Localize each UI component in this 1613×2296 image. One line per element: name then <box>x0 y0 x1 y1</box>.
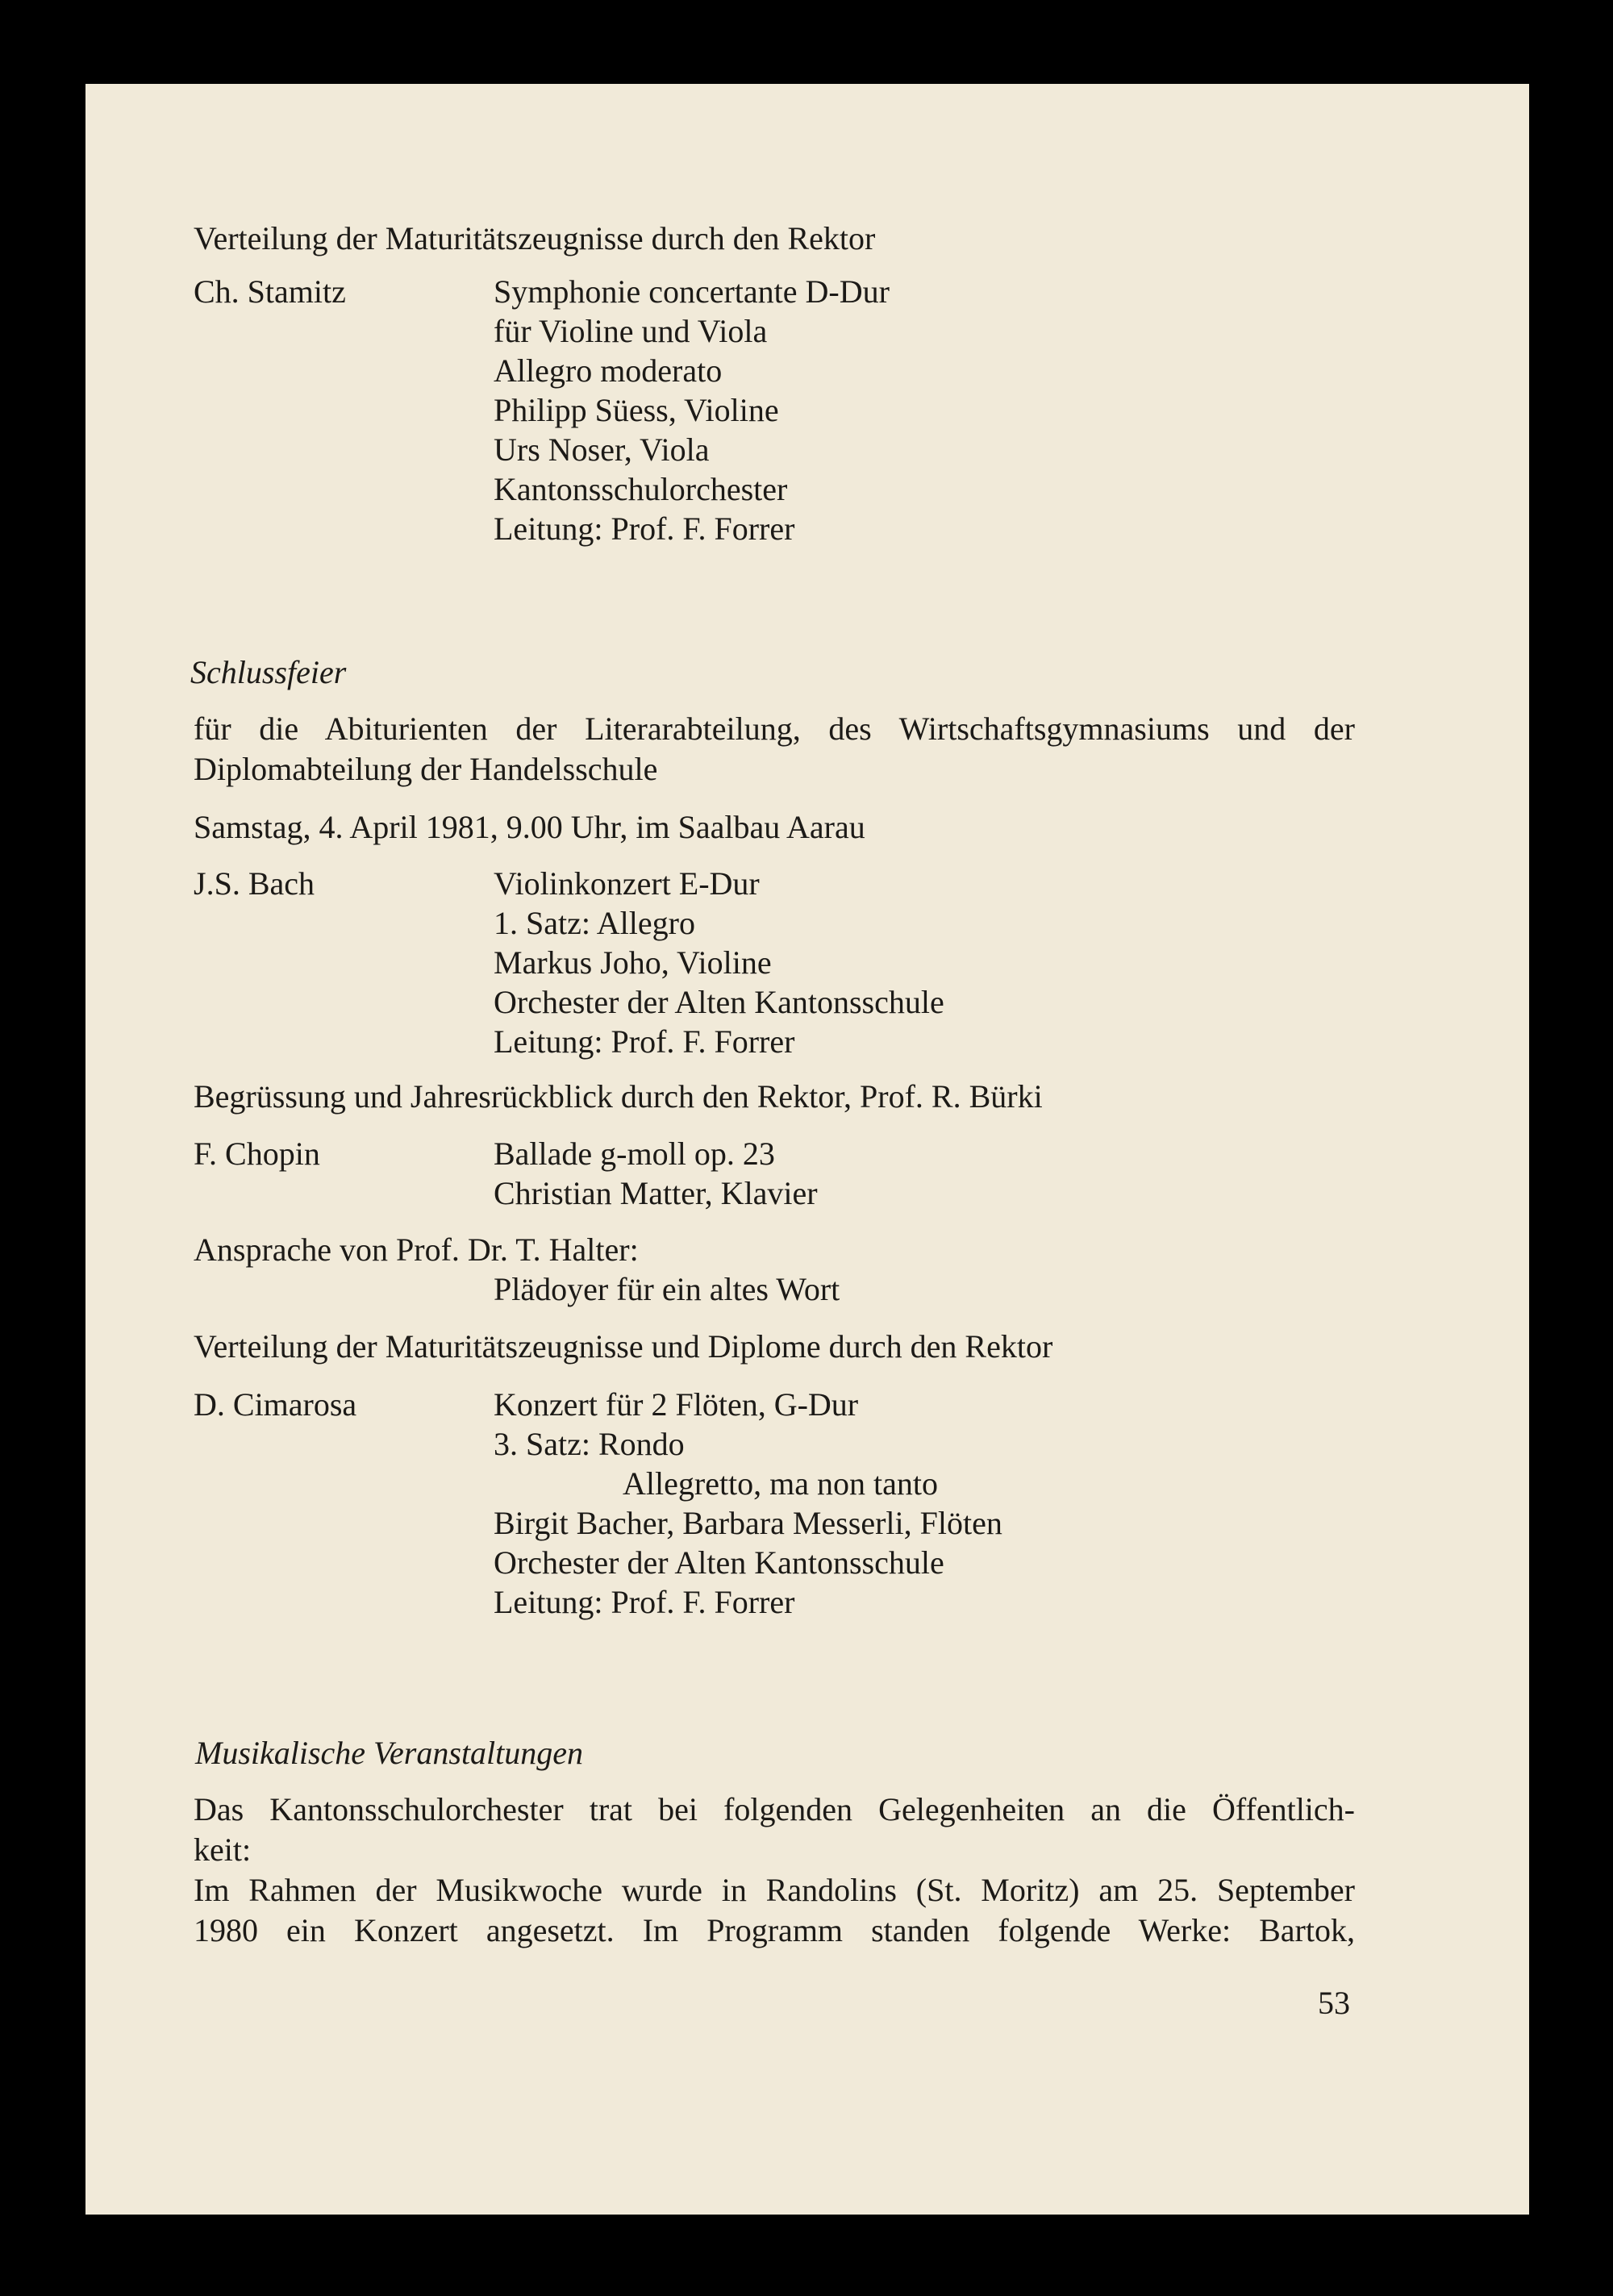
page-number: 53 <box>1318 1985 1350 2021</box>
program-line: Allegro moderato <box>494 352 723 389</box>
program-line: Leitung: Prof. F. Forrer <box>494 1023 795 1060</box>
program-line: Orchester der Alten Kantonsschule <box>494 984 944 1020</box>
program-line: Konzert für 2 Flöten, G-Dur <box>494 1386 859 1423</box>
document-page <box>85 84 1529 2215</box>
composer-bach: J.S. Bach <box>194 865 315 902</box>
section-heading-musik: Musikalische Veranstaltungen <box>195 1735 584 1771</box>
program-line: 3. Satz: Rondo <box>494 1426 685 1462</box>
program-line: Urs Noser, Viola <box>494 431 710 468</box>
program-line: Symphonie concertante D-Dur <box>494 273 890 310</box>
schlussfeier-date: Samstag, 4. April 1981, 9.00 Uhr, im Saalbau Aarau <box>194 809 865 845</box>
diploma-distribution-line: Verteilung der Maturitätszeugnisse und Diplome durch den Rektor <box>194 1328 1053 1365</box>
program-line: Kantonsschulorchester <box>494 471 788 507</box>
program-line: Violinkonzert E-Dur <box>494 865 760 902</box>
program-line: Allegretto, ma non tanto <box>623 1465 939 1502</box>
section-heading-schlussfeier: Schlussfeier <box>190 654 347 690</box>
musik-paragraph-line: Das Kantonsschulorchester trat bei folgenden Gelegenheiten an die Öffentlich- <box>194 1791 1355 1827</box>
program-line: Christian Matter, Klavier <box>494 1175 818 1211</box>
composer-chopin: F. Chopin <box>194 1135 320 1172</box>
program-line: Orchester der Alten Kantonsschule <box>494 1544 944 1581</box>
program-line: Birgit Bacher, Barbara Messerli, Flöten <box>494 1505 1002 1541</box>
musik-paragraph-line: Im Rahmen der Musikwoche wurde in Randolins (St. Moritz) am 25. September <box>194 1872 1355 1908</box>
schlussfeier-description-line1: für die Abiturienten der Literarabteilung, des Wirtschaftsgymnasiums und der <box>194 710 1355 747</box>
program-line: Ballade g-moll op. 23 <box>494 1135 775 1172</box>
program-line: Leitung: Prof. F. Forrer <box>494 1584 795 1620</box>
speech-title: Plädoyer für ein altes Wort <box>494 1271 840 1307</box>
musik-paragraph-line: 1980 ein Konzert angesetzt. Im Programm standen folgende Werke: Bartok, <box>194 1912 1355 1948</box>
program-line: Leitung: Prof. F. Forrer <box>494 510 795 547</box>
greeting-line: Begrüssung und Jahresrückblick durch den Rektor, Prof. R. Bürki <box>194 1078 1043 1115</box>
composer-cimarosa: D. Cimarosa <box>194 1386 357 1423</box>
musik-paragraph-line: keit: <box>194 1831 252 1868</box>
program-line: Markus Joho, Violine <box>494 944 772 981</box>
program-line: Philipp Süess, Violine <box>494 392 779 428</box>
program-line: für Violine und Viola <box>494 313 768 349</box>
program-line: 1. Satz: Allegro <box>494 905 695 941</box>
speech-label: Ansprache von Prof. Dr. T. Halter: <box>194 1231 639 1268</box>
composer-stamitz: Ch. Stamitz <box>194 273 346 310</box>
schlussfeier-description-line2: Diplomabteilung der Handelsschule <box>194 751 658 787</box>
maturity-distribution-line: Verteilung der Maturitätszeugnisse durch den Rektor <box>194 220 876 256</box>
